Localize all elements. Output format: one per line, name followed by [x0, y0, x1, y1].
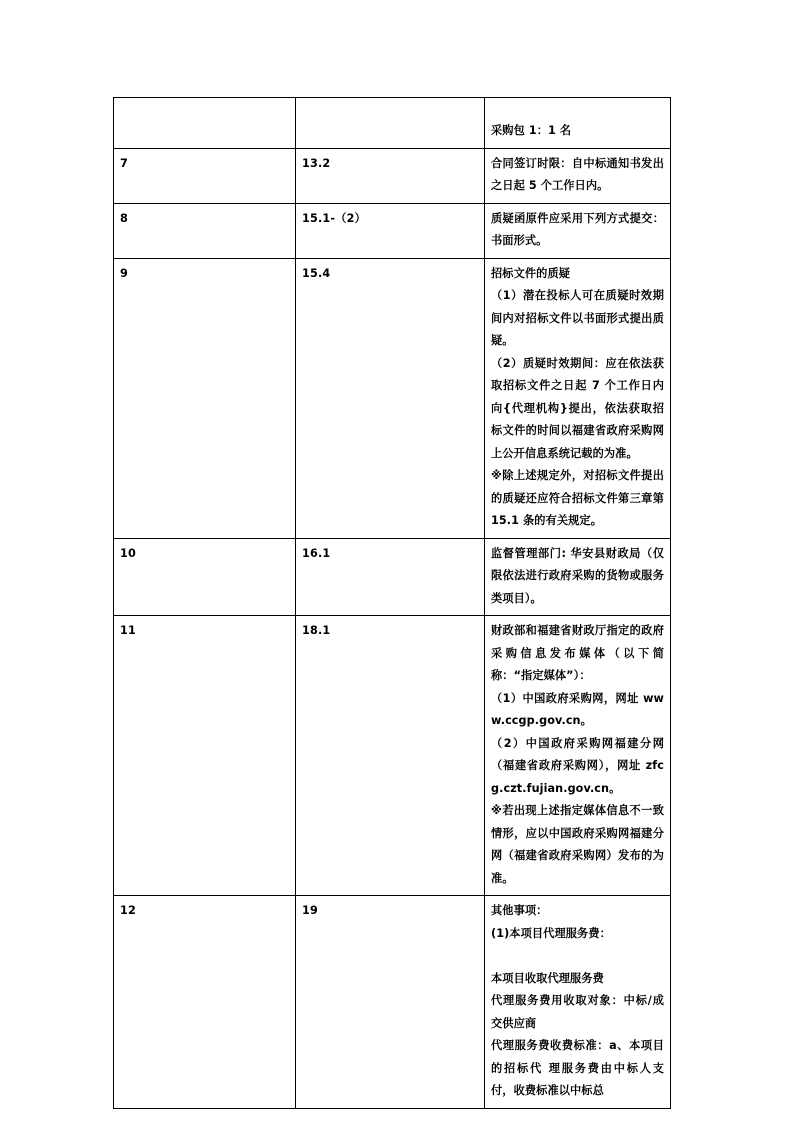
content-line: 采购包 1：1 名: [491, 124, 572, 137]
row-content-cell: [485, 203, 671, 258]
content-line: 质疑函原件应采用下列方式提交：书面形式。: [491, 211, 664, 247]
row-clause-cell: 18.1: [296, 616, 485, 896]
row-content-cell: [485, 896, 671, 1109]
row-number-cell: 10: [114, 538, 296, 616]
row-clause-cell: 19: [296, 896, 485, 1109]
clause-table: [113, 97, 671, 1109]
row-number-cell: 12: [114, 896, 296, 1109]
content-line: ※除上述规定外，对招标文件提出的质疑还应符合招标文件第三章第 15.1 条的有关规定。: [491, 469, 664, 527]
row-number-cell: 8: [114, 203, 296, 258]
row-clause-cell: 16.1: [296, 538, 485, 616]
content-line: （1）潜在投标人可在质疑时效期间内对招标文件以书面形式提出质疑。: [491, 289, 664, 347]
content-line: 合同签订时限：自中标通知书发出之日起 5 个工作日内。: [491, 156, 664, 192]
row-content-cell: [485, 148, 671, 203]
row-content-cell: [485, 616, 671, 896]
content-line: 招标文件的质疑: [491, 266, 571, 280]
table-row: [114, 98, 671, 149]
row-number-cell: 11: [114, 616, 296, 896]
row-content-cell: [485, 98, 671, 149]
content-line: 代理服务费用收取对象：中标/成交供应商: [491, 994, 664, 1030]
content-line: （2）中国政府采购网福建分网（福建省政府采购网），网址 zfcg.czt.fujian.gov.cn。: [491, 736, 664, 795]
row-number-cell: 7: [114, 148, 296, 203]
row-content-cell: [485, 258, 671, 538]
table-row: [114, 148, 671, 203]
content-line: ※若出现上述指定媒体信息不一致情形，应以中国政府采购网福建分网（福建省政府采购网）发布的为准。: [491, 804, 664, 885]
row-clause-cell: [296, 98, 485, 149]
content-line: (1)本项目代理服务费：: [491, 926, 611, 940]
table-row: [114, 258, 671, 538]
row-clause-cell: 15.1-（2）: [296, 203, 485, 258]
row-number-cell: 9: [114, 258, 296, 538]
content-line: 监督管理部门: 华安县财政局（仅限依法进行政府采购的货物或服务类项目）。: [491, 546, 664, 605]
content-line: 本项目收取代理服务费: [491, 971, 604, 985]
content-blank-line: [491, 945, 664, 968]
content-line: （2）质疑时效期间：应在依法获取招标文件之日起 7 个工作日内向{代理机构}提出，依法获取招标文件的时间以福建省政府采购网上公开信息系统记载的为准。: [491, 356, 664, 460]
content-line: （1）中国政府采购网，网址 www.ccgp.gov.cn。: [491, 691, 664, 727]
table-row: [114, 203, 671, 258]
table-row: [114, 896, 671, 1109]
table-row: [114, 538, 671, 616]
content-line: 财政部和福建省财政厅指定的政府采购信息发布媒体（以下简称：“指定媒体”）：: [491, 624, 664, 682]
content-line: 代理服务费收费标准：a、本项目的招标代 理服务费由中标人支付，收费标准以中标总: [491, 1039, 664, 1098]
row-clause-cell: 13.2: [296, 148, 485, 203]
table-row: [114, 616, 671, 896]
row-clause-cell: 15.4: [296, 258, 485, 538]
content-line: 其他事项：: [491, 904, 548, 917]
row-content-cell: [485, 538, 671, 616]
row-number-cell: [114, 98, 296, 149]
clause-table-body: [114, 98, 671, 1109]
